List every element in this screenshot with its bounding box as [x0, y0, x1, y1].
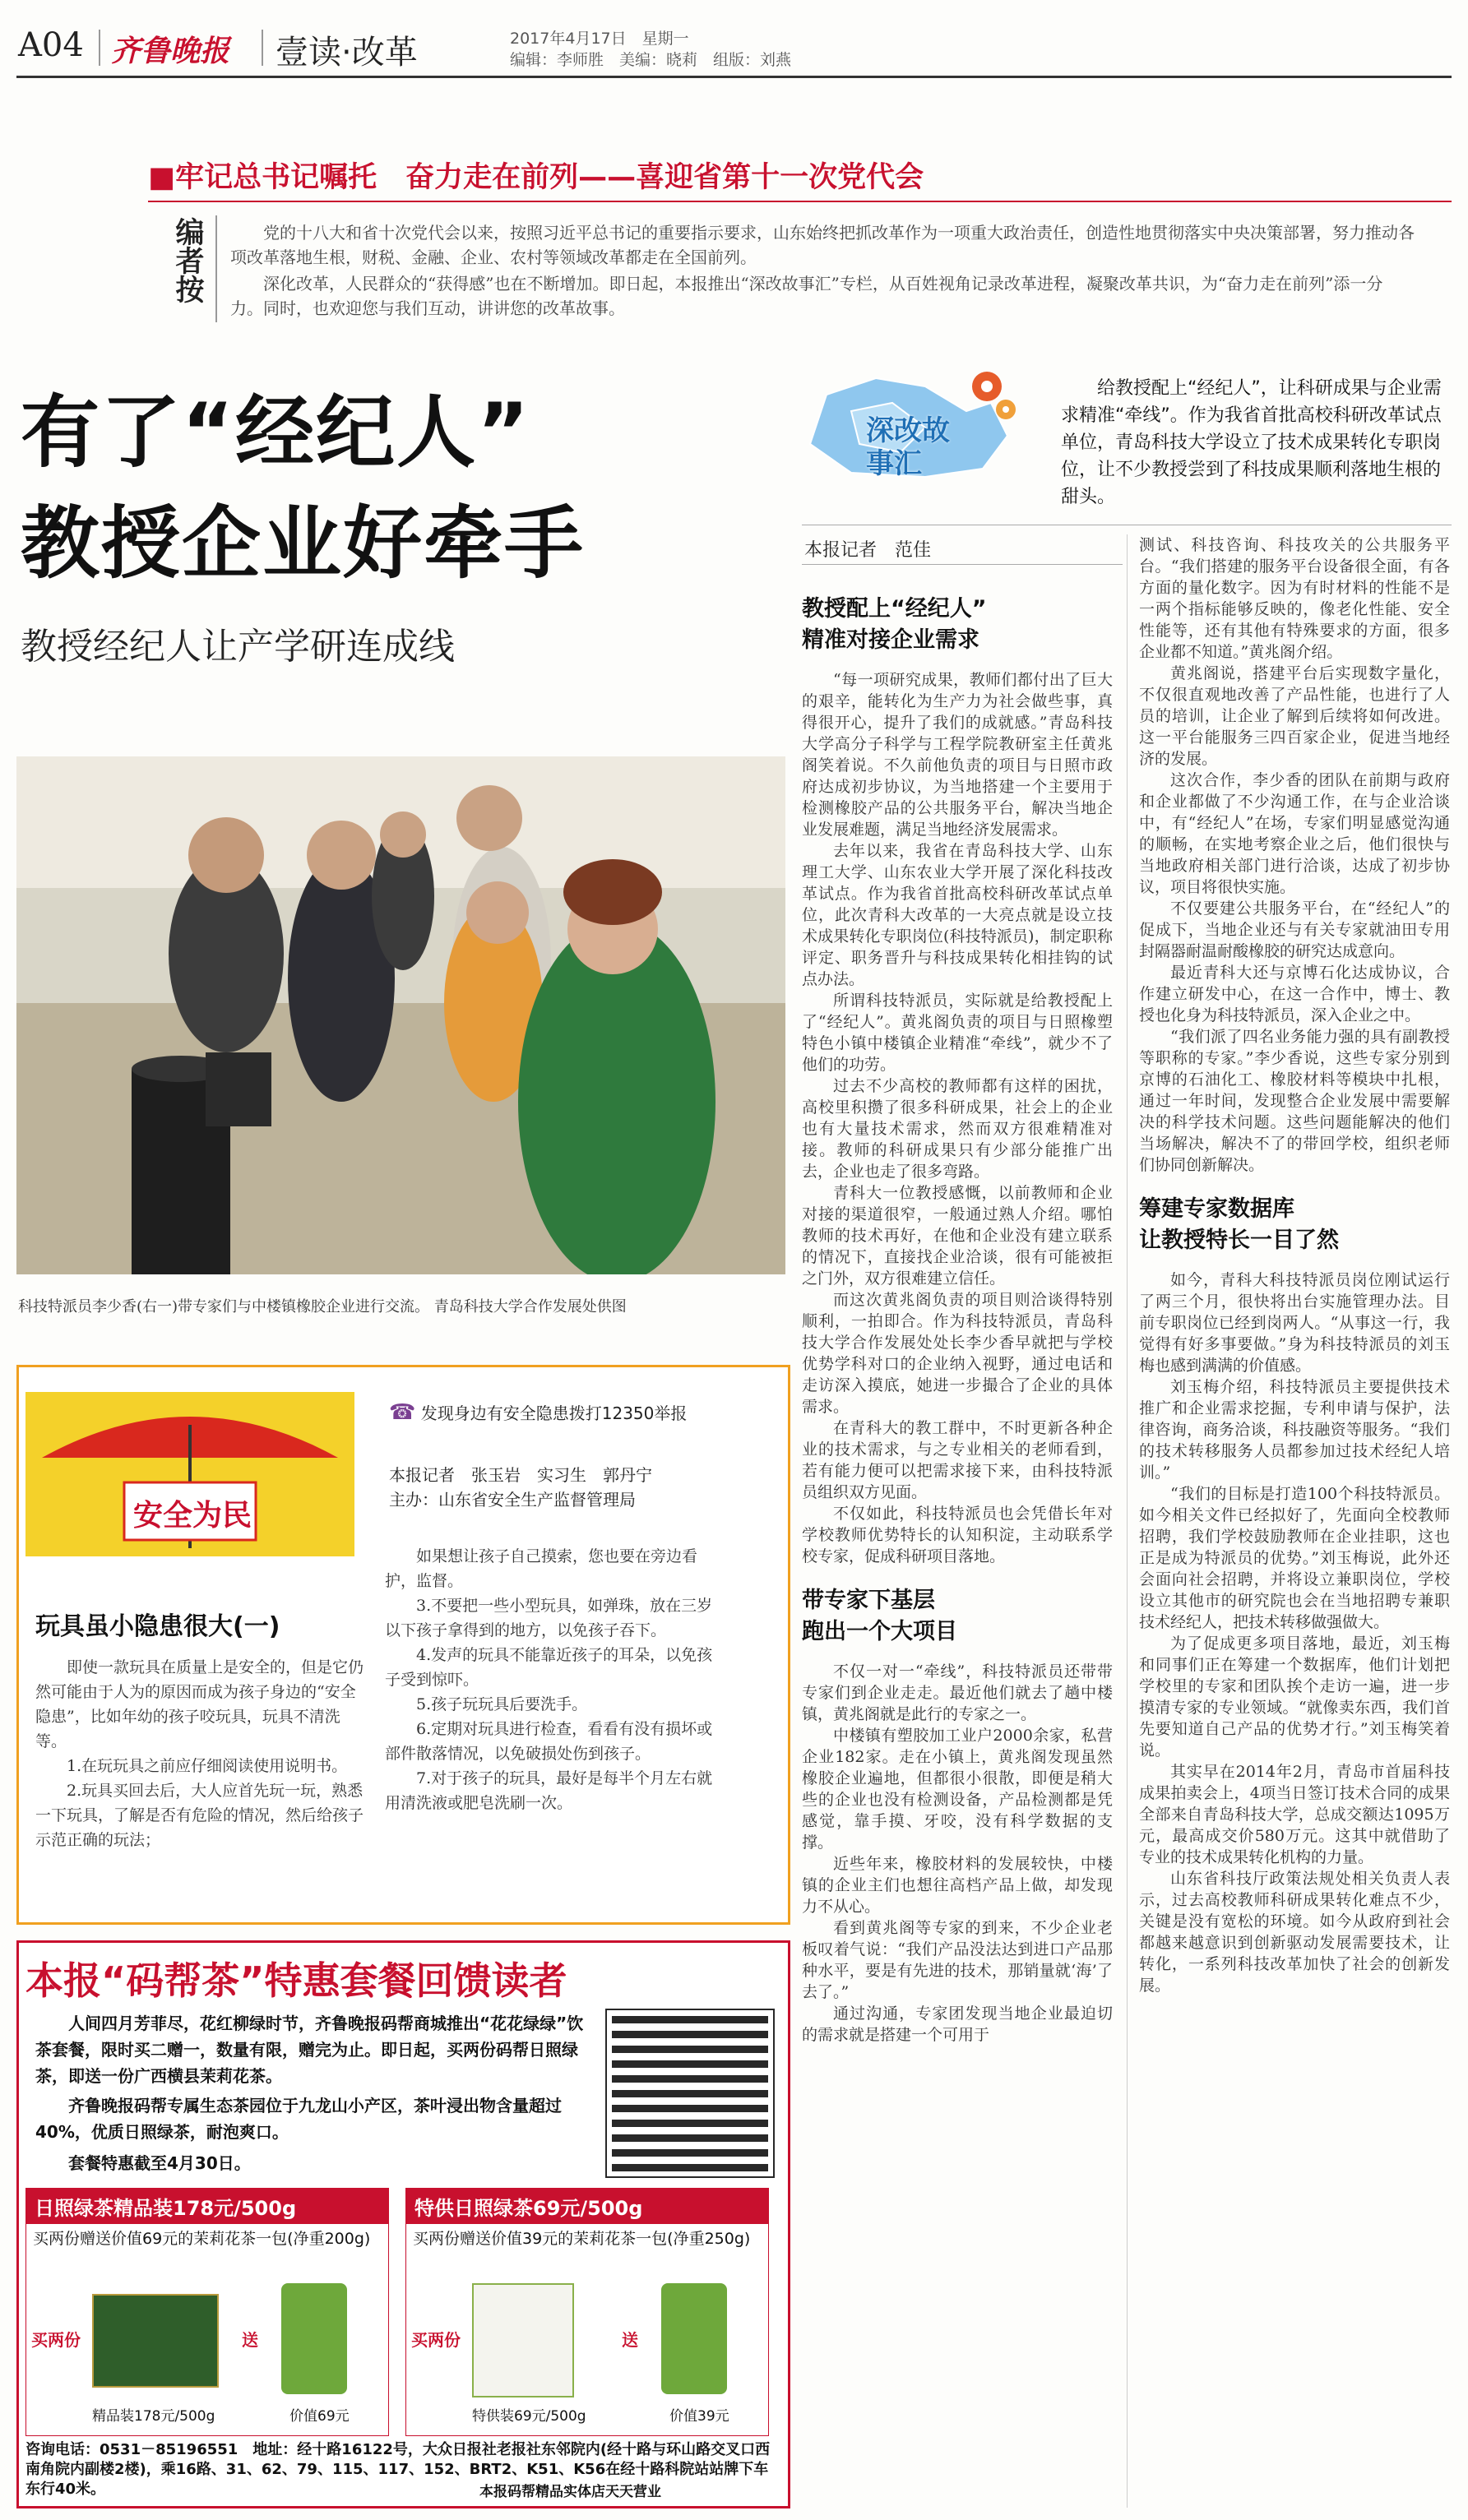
col2-p5: 最近青科大还与京博石化达成协议，合作建立研发中心，在这一合作中，博士、教授也化身为科技特派员，深入企业之中。	[1139, 964, 1450, 1024]
package-2-header: 特供日照绿茶69元/500g	[406, 2189, 768, 2224]
col1-p5: 青科大一位教授感慨，以前教师和企业对接的渠道很窄，一般通过熟人介绍。哪怕教师的技术再好，在他和企业没有建立联系的情况下，直接找企业洽谈，很有可能被拒之门外，双方很难建立信任。	[802, 1184, 1113, 1288]
banner-title: ■牢记总书记嘱托 奋力走在前列——喜迎省第十一次党代会	[148, 161, 924, 194]
col1-p2: 去年以来，我省在青岛科技大学、山东理工大学、山东农业大学开展了深化科技改革试点。作为我省首批高校科研改革试点单位，此次青科大改革的一大亮点就是设立技术成果转化专职岗位(科技特派员)，制定职称评定、职务晋升与科技成果转化相挂钩的试点办法。	[802, 842, 1113, 988]
safety-logo-text: 安全为民	[132, 1499, 252, 1533]
header-divider	[99, 30, 100, 66]
safety-left-p3: 2.玩具买回去后，大人应首先玩一玩，熟悉一下玩具，了解是否有危险的情况，然后给孩子示范正确的玩法；	[35, 1782, 364, 1849]
col1-p1: “每一项研究成果，教师们都付出了巨大的艰辛，能转化为生产力为社会做些事，真得很开心，提升了我们的成就感。”青岛科技大学高分子科学与工程学院教研室主任黄兆阁笑着说。不久前他负责的项目与日照市政府达成初步协议，为当地搭建一个主要用于检测橡胶产品的公共服务平台，解决当地企业发展难题，满足当地经济发展需求。	[802, 671, 1113, 839]
package-1-offer: 买两份赠送价值69元的茉莉花茶一包(净重200g)	[33, 2230, 371, 2248]
article-lead: 给教授配上“经纪人”，让科研成果与企业需求精准“牵线”。作为我省首批高校科研改革试点单位，青岛科技大学设立了技术成果转化专职岗位，让不少教授尝到了科技成果顺利落地生根的甜头。	[1061, 378, 1442, 507]
date: 2017年4月17日	[510, 30, 627, 48]
col2b-p5: 其实早在2014年2月，青岛市首届科技成果拍卖会上，4项当日签订技术合同的成果全部来自青岛科技大学，总成交额达1095万元，最高成交价580万元。这其中就借助了专业的技术成果转化机构的力量。	[1139, 1763, 1450, 1866]
col1b-p5: 通过沟通，专家团发现当地企业最迫切的需求就是搭建一个可用于	[802, 2004, 1113, 2044]
col1b-p1: 不仅一对一“牵线”，科技特派员还带带专家们到企业走走。最近他们就去了趟中楼镇，黄兆阁就是此行的专家之一。	[802, 1662, 1113, 1723]
page-number: A04	[18, 26, 84, 64]
col1-p6: 而这次黄兆阁负责的项目则洽谈得特别顺利，一拍即合。作为科技特派员，青岛科技大学合作发展处处长李少香早就把与学校优势学科对口的企业纳入视野，通过电话和走访深入摸底，她进一步撮合了企业的具体需求。	[802, 1291, 1113, 1416]
safety-right-p4: 5.孩子玩玩具后要洗手。	[416, 1695, 588, 1713]
package-2-box	[472, 2283, 574, 2397]
editor-note-text-1: 党的十八大和省十次党代会以来，按照习近平总书记的重要指示要求，山东始终把抓改革作为一项重大政治责任，创造性地贯彻落实中央决策部署，努力推动各项改革落地生根，财税、金融、企业、农村等领域改革都走在全国前列。	[230, 223, 1415, 267]
package-2-offer: 买两份赠送价值39元的茉莉花茶一包(净重250g)	[413, 2230, 751, 2248]
headline-line-1: 有了“经纪人”	[21, 386, 531, 479]
safety-right-p3: 4.发声的玩具不能靠近孩子的耳朵，以免孩子受到惊吓。	[385, 1646, 713, 1689]
safety-right-p6: 7.对于孩子的玩具，最好是每半个月左右就用清洗液或肥皂洗刷一次。	[385, 1769, 713, 1812]
package-2-label-b: 送	[622, 2330, 638, 2350]
col1b-p4: 看到黄兆阁等专家的到来，不少企业老板叹着气说：“我们产品没法达到进口产品那种水平，要是有先进的技术，那销量就‘海’了去了。”	[802, 1919, 1113, 2001]
package-2-label-a: 买两份	[411, 2330, 461, 2350]
story-badge-text: 深改故事汇	[866, 414, 950, 480]
header-rule	[16, 76, 1452, 78]
col2-p6: “我们派了四名业务能力强的具有副教授等职称的专家。”李少香说，这些专家分别到京博的石油化工、橡胶材料等模块中扎根，通过一年时间，发现整合企业发展中需要解决的科学技术问题。这些问题能解决的他们当场解决，解决不了的带回学校，组织老师们协同创新解决。	[1139, 1028, 1450, 1174]
package-2-cap-a: 特供装69元/500g	[472, 2408, 586, 2425]
col2b-p6: 山东省科技厅政策法规处相关负责人表示，过去高校教师科研成果转化难点不少，关键是没有宽松的环境。如今从政府到社会都越来越意识到创新驱动发展需要技术，让转化，一系列科技改革加快了社会的创新发展。	[1139, 1870, 1450, 1995]
package-1-header: 日照绿茶精品装178元/500g	[26, 2189, 388, 2224]
package-1[interactable]	[25, 2188, 389, 2436]
ad-body-1: 人间四月芳菲尽，花红柳绿时节，齐鲁晚报码帮商城推出“花花绿绿”饮茶套餐，限时买二赠一，数量有限，赠完为止。即日起，买两份码帮日照绿茶，即送一份广西横县茉莉花茶。	[35, 2014, 584, 2086]
phone-icon: ☎	[389, 1400, 416, 1425]
col1-p3: 所谓科技特派员，实际就是给教授配上了“经纪人”。黄兆阁负责的项目与日照橡塑特色小镇中楼镇企业精准“牵线”，就少不了他们的功劳。	[802, 992, 1113, 1074]
col2b-p1: 如今，青科大科技特派员岗位刚试运行了两三个月，很快将出台实施管理办法。目前专职岗位已经到岗两人。“从事这一行，我觉得有好多事要做。”身为科技特派员的刘玉梅也感到满满的价值感。	[1139, 1271, 1450, 1375]
col2b-p3: “我们的目标是打造100个科技特派员。如今相关文件已经拟好了，先面向全校教师招聘，我们学校鼓励教师在企业挂职，这也正是成为特派员的优势。”刘玉梅说，此外还会面向社会招聘，并将设立兼职岗位，学校设立其他市的研究院也会在当地招聘专兼职技术经纪人，把技术转移做强做大。	[1139, 1485, 1450, 1631]
ad-body-2: 齐鲁晚报码帮专属生态茶园位于九龙山小产区，茶叶浸出物含量超过40%，优质日照绿茶，耐泡爽口。	[35, 2096, 562, 2142]
section-name: 壹读·改革	[276, 34, 418, 72]
header-divider-2	[262, 30, 263, 66]
editor-note-text-2: 深化改革，人民群众的“获得感”也在不断增加。即日起，本报推出“深改故事汇”专栏，从百姓视角记录改革进程，凝聚改革共识，为“奋力走在前列”添一分力。同时，也欢迎您与我们互动，讲讲您的改革故事。	[230, 274, 1383, 318]
banner	[148, 145, 1452, 202]
col2-p4: 不仅要建公共服务平台，在“经纪人”的促成下，当地企业还与有关专家就油田专用封隔器耐温耐酸橡胶的研究达成意向。	[1139, 899, 1450, 960]
qr-code[interactable]	[607, 2010, 773, 2176]
article-column-2	[1139, 534, 1450, 2508]
photo-caption: 科技特派员李少香(右一)带专家们与中楼镇橡胶企业进行交流。 青岛科技大学合作发展处供图	[18, 1298, 627, 1315]
news-photo	[16, 756, 785, 1274]
package-1-label-b: 送	[242, 2330, 258, 2350]
safety-title: 玩具虽小隐患很大(一)	[35, 1612, 280, 1641]
col1b-p2: 中楼镇有塑胶加工业户2000余家，私营企业182家。走在小镇上，黄兆阁发现虽然橡胶企业遍地，但都很小很散，即便是稍大些的企业也没有检测设备，产品检测都是凭感觉，靠手摸、牙咬，没有科学数据的支撑。	[802, 1727, 1113, 1852]
paper-logo: 齐鲁晚报	[111, 34, 230, 68]
safety-sponsor: 主办：山东省安全生产监督管理局	[389, 1490, 636, 1510]
editor-note-label: 编者按	[171, 217, 205, 303]
col2-p2: 黄兆阁说，搭建平台后实现数字量化，不仅很直观地改善了产品性能，也进行了人员的培训，让企业了解到后续将如何改进。这一平台能服务三四百家企业，促进当地经济的发展。	[1139, 664, 1450, 768]
safety-box	[16, 1365, 790, 1925]
safety-hotline-text: 发现身边有安全隐患拨打12350举报	[420, 1403, 688, 1423]
editor-note	[148, 212, 1452, 326]
col2b-p2: 刘玉梅介绍，科技特派员主要提供技术推广和企业需求挖掘，专利申请与保护，法律咨询，商务洽谈，科技融资等服务。“我们的技术转移服务人员都参加过技术经纪人培训。”	[1139, 1378, 1450, 1482]
subheadline: 教授经纪人让产学研连成线	[21, 626, 455, 668]
package-1-cap-a: 精品装178元/500g	[92, 2408, 215, 2425]
col1-p4: 过去不少高校的教师都有这样的困扰，高校里积攒了很多科研成果，社会上的企业也有大量技术需求，然而双方很难精准对接。教师的科研成果只有少部分能推广出去，企业也走了很多弯路。	[802, 1077, 1113, 1181]
package-1-box	[92, 2294, 219, 2388]
package-1-cap-b: 价值69元	[289, 2408, 350, 2425]
header-staff: 编辑：李师胜 美编：晓莉 组版：刘燕	[510, 51, 792, 69]
col2-p3: 这次合作，李少香的团队在前期与政府和企业都做了不少沟通工作，在与企业洽谈中，有“经纪人”在场，专家们明显感觉沟通的顺畅，在实地考察企业之后，他们很快与当地政府相关部门进行洽谈，达成了初步协议，项目将很快实施。	[1139, 771, 1450, 896]
safety-logo	[25, 1392, 354, 1556]
safety-right-p1: 如果想让孩子自己摸索，您也要在旁边看护，监督。	[385, 1547, 698, 1590]
section-3-title: 筹建专家数据库 让教授特长一目了然	[1139, 1196, 1339, 1253]
col2b-p4: 为了促成更多项目落地，最近，刘玉梅和同事们正在筹建一个数据库，他们计划把学校里的专家和团队挨个走访一遍，进一步摸清专家的专业领域。“就像卖东西，我们首先要知道自己产品的优势才行。”刘玉梅笑着说。	[1139, 1635, 1450, 1759]
package-2-cap-b: 价值39元	[669, 2408, 729, 2425]
header-date	[510, 26, 689, 49]
col1b-p3: 近些年来，橡胶材料的发展较快，中楼镇的企业主们也想往高档产品上做，却发现力不从心。	[802, 1855, 1113, 1916]
photo-scene	[16, 756, 785, 1274]
package-2[interactable]	[405, 2188, 769, 2436]
col2-p1: 测试、科技咨询、科技攻关的公共服务平台。“我们搭建的服务平台设备很全面，有各方面的量化数字。因为有时材料的性能不是一两个指标能够反映的，像老化性能、安全性能等，还有其他有特殊要求的方面，很多企业都不知道。”黄兆阁介绍。	[1139, 536, 1450, 661]
story-badge	[802, 362, 1024, 485]
safety-reporters: 本报记者 张玉岩 实习生 郭丹宁	[389, 1465, 652, 1485]
safety-right-p5: 6.定期对玩具进行检查，看看有没有损坏或部件散落情况，以免破损处伤到孩子。	[385, 1720, 713, 1763]
editor-note-bar	[215, 215, 217, 322]
ad-store: 本报码帮精品实体店天天营业	[479, 2484, 661, 2500]
safety-left-col	[35, 1655, 364, 1852]
headline-line-2: 教授企业好牵手	[21, 497, 585, 590]
article-column-1	[802, 576, 1113, 2508]
col1-p7: 在青科大的教工群中，不时更新各种企业的技术需求，与之专业相关的老师看到，若有能力便可以把需求接下来，由科技特派员组织双方见面。	[802, 1419, 1113, 1501]
tea-ad	[16, 1940, 790, 2508]
byline-rule	[802, 564, 1123, 565]
column-divider	[1127, 534, 1128, 2508]
package-1-bag	[281, 2283, 347, 2394]
section-1-title: 教授配上“经纪人” 精准对接企业需求	[802, 596, 987, 653]
safety-hotline	[389, 1400, 687, 1425]
ad-title: 本报“码帮茶”特惠套餐回馈读者	[25, 1958, 567, 2003]
safety-right-col	[385, 1544, 722, 1815]
ad-contact: 咨询电话：0531－85196551 地址：经十路16122号，大众日报社老报社东邻院内(经十路与环山路交叉口西南角院内副楼2楼)，乘16路、31、62、79、115、117、152、BRT2、K51、K56在经十路科院站站牌下车东行40米。	[25, 2441, 771, 2498]
safety-left-p1: 即使一款玩具在质量上是安全的，但是它仍然可能由于人为的原因而成为孩子身边的“安全隐患”，比如年幼的孩子咬玩具，玩具不清洗等。	[35, 1658, 364, 1750]
safety-right-p2: 3.不要把一些小型玩具，如弹珠，放在三岁以下孩子拿得到的地方，以免孩子吞下。	[385, 1597, 713, 1639]
byline: 本报记者 范佳	[804, 540, 932, 561]
package-1-label-a: 买两份	[31, 2330, 81, 2350]
safety-left-p2: 1.在玩玩具之前应仔细阅读使用说明书。	[67, 1757, 348, 1775]
col1-p8: 不仅如此，科技特派员也会凭借长年对学校教师优势特长的认知积淀，主动联系学校专家，促成科研项目落地。	[802, 1505, 1113, 1565]
weekday: 星期一	[641, 30, 689, 48]
section-2-title: 带专家下基层 跑出一个大项目	[802, 1588, 957, 1644]
package-2-bag	[661, 2283, 727, 2394]
ad-deadline: 套餐特惠截至4月30日。	[68, 2153, 251, 2173]
